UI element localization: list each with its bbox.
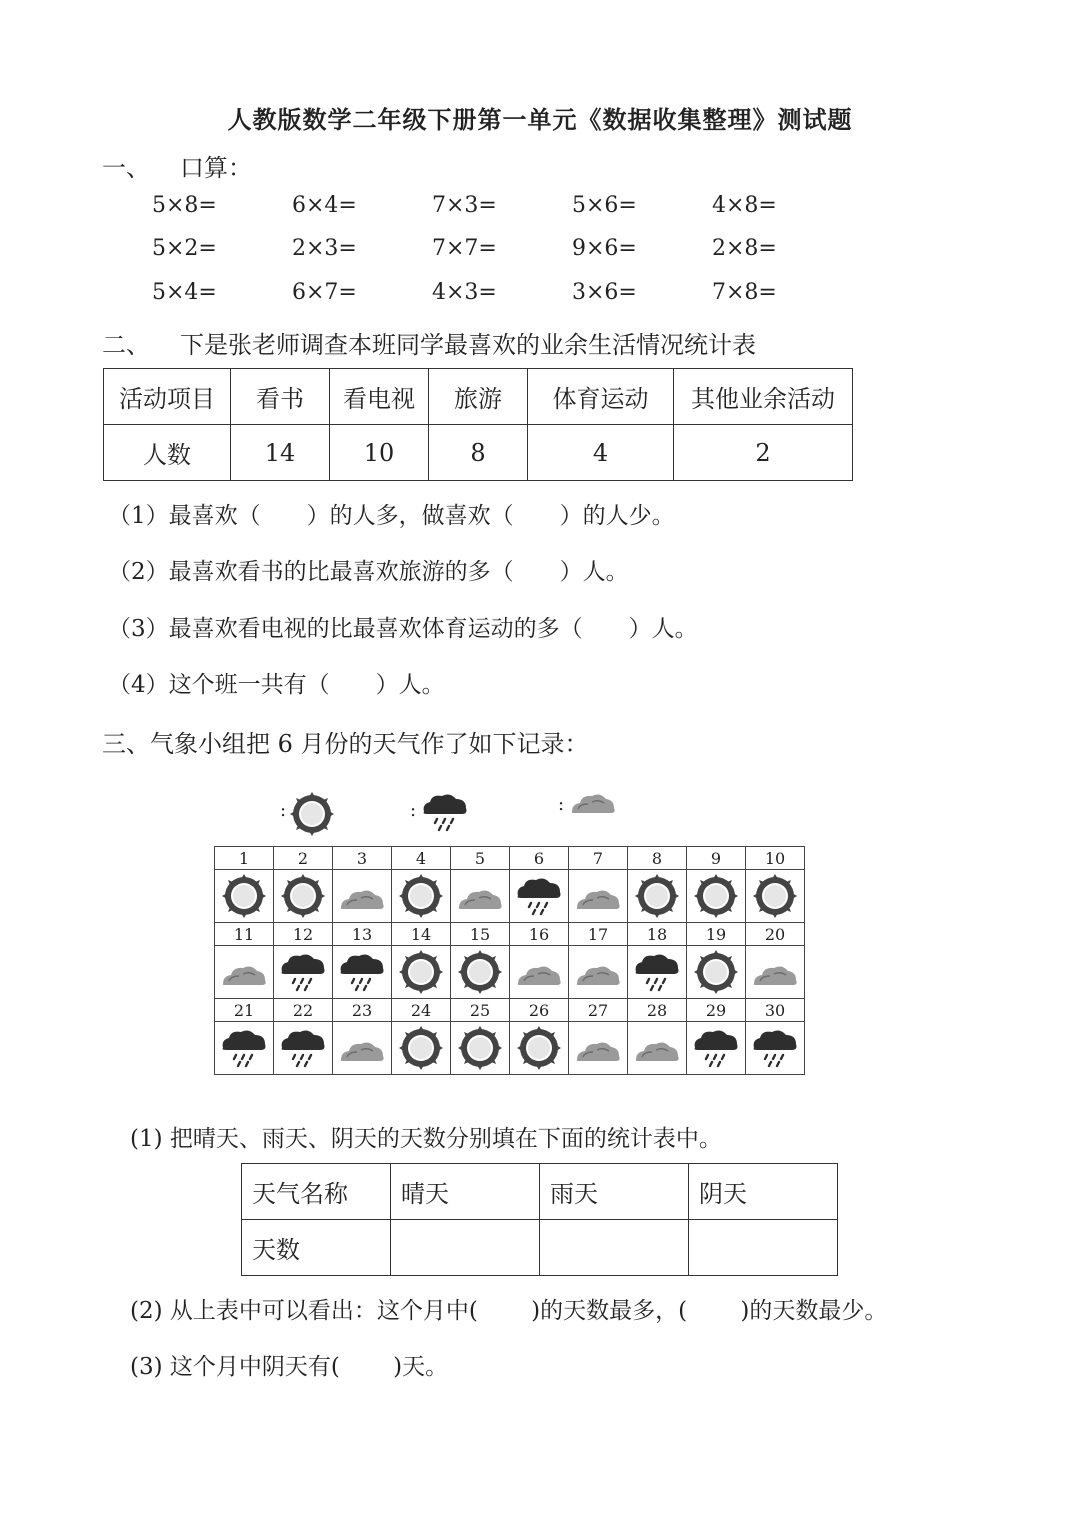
rain-cloud-icon xyxy=(420,790,470,834)
calendar-day: 4 xyxy=(392,847,451,870)
section2-heading xyxy=(102,325,756,360)
blank-cell[interactable] xyxy=(540,1220,689,1276)
calc-item: 7×8= xyxy=(712,280,777,305)
calendar-weather-cell xyxy=(333,946,392,999)
calendar-day: 5 xyxy=(451,847,510,870)
calendar-day-row xyxy=(215,847,805,870)
rain-cloud-icon xyxy=(278,1026,328,1070)
calendar-day: 24 xyxy=(392,999,451,1022)
calendar-weather-cell xyxy=(687,946,746,999)
question-3-1: (1) 把晴天、雨天、阴天的天数分别填在下面的统计表中。 xyxy=(130,1126,722,1152)
sun-icon xyxy=(753,874,797,918)
calendar-day: 15 xyxy=(451,923,510,946)
calc-item: 5×8= xyxy=(152,193,217,218)
legend-colon: : xyxy=(558,794,565,815)
sun-icon xyxy=(694,874,738,918)
rain-cloud-icon xyxy=(219,1026,269,1070)
calendar-weather-cell xyxy=(392,1022,451,1075)
cloud-icon xyxy=(337,878,387,914)
calendar-day-row xyxy=(215,999,805,1022)
activity-table xyxy=(103,368,853,481)
rain-cloud-icon xyxy=(514,874,564,918)
calendar-day: 22 xyxy=(274,999,333,1022)
calendar-day: 6 xyxy=(510,847,569,870)
question-3-3: (3) 这个月中阴天有( )天。 xyxy=(130,1354,449,1380)
calendar-weather-cell xyxy=(746,1022,805,1075)
calendar-day: 17 xyxy=(569,923,628,946)
calendar-weather-cell xyxy=(215,870,274,923)
calendar-day: 26 xyxy=(510,999,569,1022)
table-cell: 天数 xyxy=(242,1220,391,1276)
cloud-icon xyxy=(573,878,623,914)
calendar-weather-cell xyxy=(569,870,628,923)
calc-row-2 xyxy=(152,236,852,261)
calendar-weather-cell xyxy=(392,870,451,923)
table-header-cell: 天气名称 xyxy=(242,1164,391,1220)
calendar-day: 7 xyxy=(569,847,628,870)
table-header-cell: 旅游 xyxy=(429,369,528,425)
legend-colon: : xyxy=(410,800,417,821)
cloud-icon xyxy=(573,1030,623,1066)
cloud-icon xyxy=(514,954,564,990)
calc-item: 6×7= xyxy=(292,280,357,305)
calc-item: 2×8= xyxy=(712,236,777,261)
calendar-day: 28 xyxy=(628,999,687,1022)
calendar-weather-cell xyxy=(628,870,687,923)
legend-colon: : xyxy=(280,800,287,821)
cloud-icon xyxy=(337,1030,387,1066)
rain-cloud-icon xyxy=(278,950,328,994)
calendar-icon-row xyxy=(215,946,805,999)
sun-icon xyxy=(399,950,443,994)
calendar-day: 16 xyxy=(510,923,569,946)
calendar-icon-row xyxy=(215,1022,805,1075)
calendar-weather-cell xyxy=(451,946,510,999)
question-2-4: （4）这个班一共有（ ）人。 xyxy=(108,672,445,698)
calc-item: 7×7= xyxy=(432,236,497,261)
calendar-day: 2 xyxy=(274,847,333,870)
sun-icon xyxy=(694,950,738,994)
calendar-weather-cell xyxy=(569,1022,628,1075)
calendar-day: 18 xyxy=(628,923,687,946)
rain-cloud-icon xyxy=(632,950,682,994)
calendar-weather-cell xyxy=(333,870,392,923)
rain-cloud-icon xyxy=(750,1026,800,1070)
calendar-weather-cell xyxy=(333,1022,392,1075)
section1-label: 口算： xyxy=(180,154,252,182)
calendar-day: 13 xyxy=(333,923,392,946)
sun-icon xyxy=(399,874,443,918)
cloud-icon xyxy=(750,954,800,990)
table-header-cell: 活动项目 xyxy=(104,369,231,425)
calendar-weather-cell xyxy=(274,1022,333,1075)
rain-cloud-icon xyxy=(337,950,387,994)
calendar-day: 27 xyxy=(569,999,628,1022)
table-cell: 8 xyxy=(429,425,528,481)
table-header-cell: 其他业余活动 xyxy=(674,369,853,425)
calendar-day: 1 xyxy=(215,847,274,870)
cloud-icon xyxy=(455,878,505,914)
table-cell: 10 xyxy=(330,425,429,481)
calc-item: 7×3= xyxy=(432,193,497,218)
calendar-day: 23 xyxy=(333,999,392,1022)
calc-item: 6×4= xyxy=(292,193,357,218)
calc-item: 2×3= xyxy=(292,236,357,261)
calendar-day: 20 xyxy=(746,923,805,946)
sun-icon xyxy=(635,874,679,918)
sun-icon xyxy=(399,1026,443,1070)
calendar-day: 8 xyxy=(628,847,687,870)
sun-icon xyxy=(290,792,334,836)
calendar-weather-cell xyxy=(274,946,333,999)
cloud-icon xyxy=(573,954,623,990)
calendar-day-row xyxy=(215,923,805,946)
calendar-weather-cell xyxy=(746,870,805,923)
calendar-day: 3 xyxy=(333,847,392,870)
sun-icon xyxy=(222,874,266,918)
calc-item: 4×3= xyxy=(432,280,497,305)
rain-cloud-icon xyxy=(691,1026,741,1070)
page-title: 人教版数学二年级下册第一单元《数据收集整理》测试题 xyxy=(227,106,853,134)
table-header-cell: 阴天 xyxy=(689,1164,838,1220)
question-3-2: (2) 从上表中可以看出：这个月中( )的天数最多，( )的天数最少。 xyxy=(130,1298,888,1324)
question-2-1: （1）最喜欢（ ）的人多，做喜欢（ ）的人少。 xyxy=(108,503,675,529)
table-cell: 14 xyxy=(231,425,330,481)
table-header-cell: 体育运动 xyxy=(528,369,674,425)
calendar-weather-cell xyxy=(392,946,451,999)
blank-cell[interactable] xyxy=(689,1220,838,1276)
blank-cell[interactable] xyxy=(391,1220,540,1276)
calendar-day: 9 xyxy=(687,847,746,870)
section2-label: 下是张老师调查本班同学最喜欢的业余生活情况统计表 xyxy=(180,331,756,359)
cloud-icon xyxy=(219,954,269,990)
calendar-weather-cell xyxy=(510,870,569,923)
calendar-weather-cell xyxy=(510,946,569,999)
calendar-weather-cell xyxy=(687,1022,746,1075)
calc-item: 9×6= xyxy=(572,236,637,261)
calc-item: 5×4= xyxy=(152,280,217,305)
weather-stat-table xyxy=(241,1163,838,1276)
sun-icon xyxy=(458,1026,502,1070)
question-2-2: （2）最喜欢看书的比最喜欢旅游的多（ ）人。 xyxy=(108,559,629,585)
section1-heading xyxy=(102,148,252,183)
calendar-day: 29 xyxy=(687,999,746,1022)
calendar-weather-cell xyxy=(510,1022,569,1075)
calendar-day: 21 xyxy=(215,999,274,1022)
calendar-weather-cell xyxy=(628,946,687,999)
calendar-day: 14 xyxy=(392,923,451,946)
table-header-cell: 雨天 xyxy=(540,1164,689,1220)
calc-item: 5×6= xyxy=(572,193,637,218)
table-header-cell: 晴天 xyxy=(391,1164,540,1220)
calendar-weather-cell xyxy=(451,870,510,923)
calendar-icon-row xyxy=(215,870,805,923)
table-cell: 2 xyxy=(674,425,853,481)
calendar-weather-cell xyxy=(628,1022,687,1075)
weather-calendar xyxy=(214,846,805,1075)
calendar-day: 10 xyxy=(746,847,805,870)
table-cell: 4 xyxy=(528,425,674,481)
calendar-weather-cell xyxy=(569,946,628,999)
sun-icon xyxy=(281,874,325,918)
calendar-day: 30 xyxy=(746,999,805,1022)
table-header-cell: 看书 xyxy=(231,369,330,425)
calendar-weather-cell xyxy=(451,1022,510,1075)
calendar-weather-cell xyxy=(274,870,333,923)
calendar-day: 11 xyxy=(215,923,274,946)
calendar-day: 12 xyxy=(274,923,333,946)
sun-icon xyxy=(458,950,502,994)
calendar-weather-cell xyxy=(215,946,274,999)
cloud-icon xyxy=(632,1030,682,1066)
calendar-weather-cell xyxy=(746,946,805,999)
sun-icon xyxy=(517,1026,561,1070)
calendar-day: 19 xyxy=(687,923,746,946)
table-header-cell: 看电视 xyxy=(330,369,429,425)
table-cell: 人数 xyxy=(104,425,231,481)
calc-row-1 xyxy=(152,193,852,218)
calc-item: 4×8= xyxy=(712,193,777,218)
calendar-weather-cell xyxy=(687,870,746,923)
calendar-weather-cell xyxy=(215,1022,274,1075)
calc-item: 3×6= xyxy=(572,280,637,305)
question-2-3: （3）最喜欢看电视的比最喜欢体育运动的多（ ）人。 xyxy=(108,616,698,642)
calc-row-3 xyxy=(152,280,852,305)
calc-item: 5×2= xyxy=(152,236,217,261)
section2-number: 二、 xyxy=(102,331,150,359)
calendar-day: 25 xyxy=(451,999,510,1022)
section1-number: 一、 xyxy=(102,154,150,182)
cloud-icon xyxy=(568,782,618,818)
section3-heading: 三、气象小组把 6 月份的天气作了如下记录： xyxy=(102,730,589,758)
